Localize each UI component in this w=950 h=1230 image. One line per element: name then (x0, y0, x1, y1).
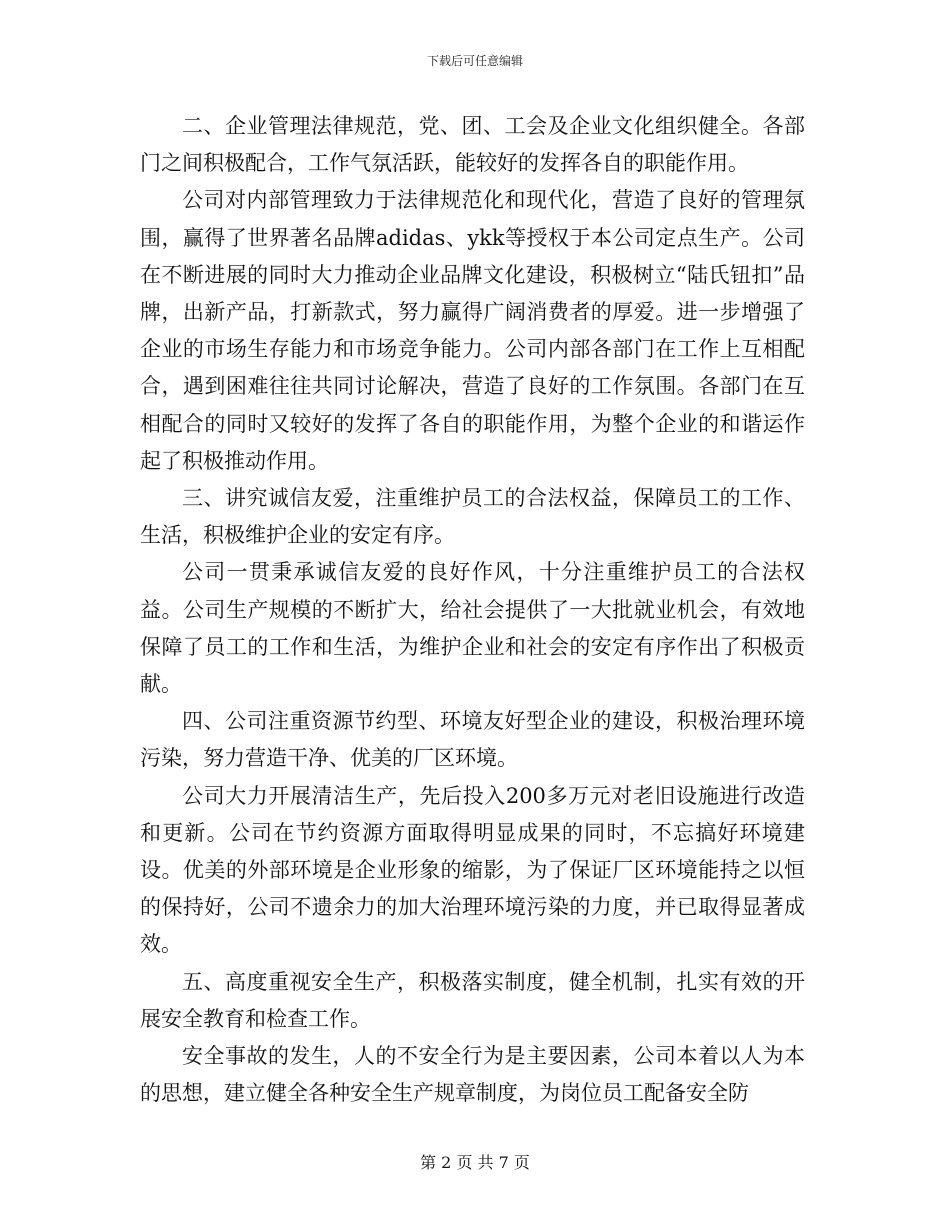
paragraph: 三、讲究诚信友爱，注重维护员工的合法权益，保障员工的工作、生活，积极维护企业的安定有序。 (140, 486, 805, 548)
paragraph: 安全事故的发生，人的不安全行为是主要因素，公司本着以人为本的思想，建立健全各种安全生产规章制度，为岗位员工配备安全防 (140, 1044, 805, 1106)
page-header: 下载后可任意编辑 (426, 54, 523, 68)
paragraph: 五、高度重视安全生产，积极落实制度，健全机制，扎实有效的开展安全教育和检查工作。 (140, 969, 805, 1031)
paragraph: 公司对内部管理致力于法律规范化和现代化，营造了良好的管理氛围，赢得了世界著名品牌adidas、ykk等授权于本公司定点生产。公司在不断进展的同时大力推动企业品牌文化建设，积极树立“陆氏钮扣”品牌，出新产品，打新款式，努力赢得广阔消费者的厚爱。进一步增强了企业的市场生存能力和市场竞争能力。公司内部各部门在工作上互相配合，遇到困难往往共同讨论解决，营造了良好的工作氛围。各部门在互相配合的同时又较好的发挥了各自的职能作用，为整个企业的和谐运作起了积极推动作用。 (140, 188, 805, 473)
document-body (140, 108, 805, 1112)
paragraph: 四、公司注重资源节约型、环境友好型企业的建设，积极治理环境污染，努力营造干净、优美的厂区环境。 (140, 709, 805, 771)
paragraph: 二、企业管理法律规范，党、团、工会及企业文化组织健全。各部门之间积极配合，工作气氛活跃，能较好的发挥各自的职能作用。 (140, 114, 805, 176)
paragraph: 公司大力开展清洁生产，先后投入200多万元对老旧设施进行改造和更新。公司在节约资源方面取得明显成果的同时，不忘搞好环境建设。优美的外部环境是企业形象的缩影，为了保证厂区环境能持之以恒的保持好，公司不遗余力的加大治理环境污染的力度，并已取得显著成效。 (140, 783, 805, 957)
paragraph: 公司一贯秉承诚信友爱的良好作风，十分注重维护员工的合法权益。公司生产规模的不断扩大，给社会提供了一大批就业机会，有效地保障了员工的工作和生活，为维护企业和社会的安定有序作出了积极贡献。 (140, 560, 805, 697)
page-number: 第 2 页 共 7 页 (420, 1153, 530, 1172)
